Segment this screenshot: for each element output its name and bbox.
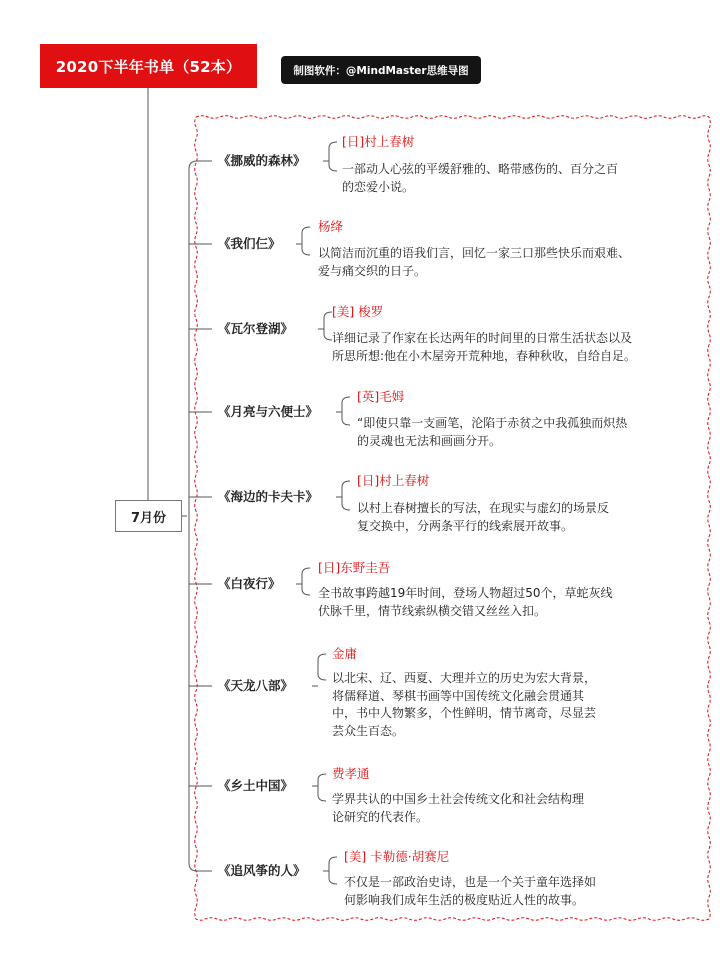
book-author[interactable]: [美] 梭罗 (332, 304, 384, 319)
book-author[interactable]: 杨绛 (318, 219, 344, 234)
book-description-line: 以村上春树擅长的写法，在现实与虚幻的场景反 (357, 501, 610, 515)
book-author[interactable]: [英]毛姆 (357, 389, 405, 404)
book-description-line: 的灵魂也无法和画画分开。 (357, 433, 502, 448)
book-description-line: 全书故事跨越19年时间，登场人物超过50个，草蛇灰线 (318, 586, 613, 600)
book-description[interactable] (342, 161, 627, 196)
detail-bracket (324, 312, 332, 340)
book-author[interactable]: [日]村上春树 (357, 473, 430, 488)
book-title[interactable]: 《乡土中国》 (218, 778, 294, 793)
book-author[interactable]: [日]村上春树 (342, 134, 415, 149)
book-description-line: 所思所想:他在小木屋旁开荒种地，春种秋收，自给自足。 (332, 348, 637, 363)
book-description-line: 论研究的代表作。 (332, 809, 429, 824)
book-description[interactable] (332, 670, 632, 740)
book-description-line: 不仅是一部政治史诗，也是一个关于童年选择如 (344, 875, 597, 889)
book-description[interactable] (357, 500, 647, 535)
book-description[interactable] (332, 791, 622, 826)
book-description-line: 学界共认的中国乡土社会传统文化和社会结构理 (332, 792, 585, 806)
book-description[interactable] (344, 874, 629, 909)
book-title[interactable]: 《我们仨》 (218, 236, 281, 251)
book-title[interactable]: 《瓦尔登湖》 (218, 321, 294, 336)
book-description-line: “即使只靠一支画笔，沦陷于赤贫之中我孤独而炽热 (357, 416, 628, 430)
book-title[interactable]: 《海边的卡夫卡》 (218, 489, 319, 504)
book-description-line: 何影响我们成年生活的极度贴近人性的故事。 (344, 892, 585, 907)
book-description-line: 复交换中，分两条平行的线索展开故事。 (357, 518, 574, 533)
detail-bracket (302, 227, 310, 255)
detail-bracket (342, 481, 350, 510)
detail-bracket (342, 397, 350, 425)
month-node[interactable]: 7月份 (115, 500, 182, 532)
detail-bracket (329, 857, 337, 884)
detail-bracket (318, 774, 326, 801)
book-description-line: 以北宋、辽、西夏、大理并立的历史为宏大背景， (332, 671, 597, 685)
book-description[interactable] (332, 330, 662, 365)
book-author[interactable]: 费孝通 (332, 766, 370, 781)
book-title[interactable]: 《追风筝的人》 (218, 863, 306, 878)
book-author[interactable]: [日]东野圭吾 (318, 560, 391, 575)
book-description-line: 芸众生百态。 (332, 723, 405, 738)
book-description-line: 一部动人心弦的平缓舒雅的、略带感伤的、百分之百 (342, 162, 619, 176)
book-title[interactable]: 《白夜行》 (218, 576, 281, 591)
credit-badge: 制图软件：@MindMaster思维导图 (281, 56, 481, 84)
book-description[interactable] (318, 245, 648, 280)
book-author[interactable]: 金庸 (332, 646, 358, 661)
detail-bracket (302, 568, 310, 595)
book-description-line: 中，书中人物繁多，个性鲜明，情节离奇，尽显芸 (332, 706, 597, 720)
book-description-line: 的恋爱小说。 (342, 179, 415, 194)
detail-bracket (318, 654, 326, 680)
book-description-line: 以简洁而沉重的语我们言，回忆一家三口那些快乐而艰难、 (318, 246, 631, 260)
book-title[interactable]: 《天龙八部》 (218, 678, 294, 693)
book-title[interactable]: 《月亮与六便士》 (218, 404, 319, 419)
book-description-line: 爱与痛交织的日子。 (318, 263, 427, 278)
book-author[interactable]: [美] 卡勒德·胡赛尼 (344, 849, 450, 864)
book-description-line: 详细记录了作家在长达两年的时间里的日常生活状态以及 (332, 331, 633, 345)
book-description[interactable] (318, 585, 638, 620)
book-description-line: 将儒释道、琴棋书画等中国传统文化融会贯通其 (332, 688, 585, 703)
book-title[interactable]: 《挪威的森林》 (218, 153, 306, 168)
mindmap-root-title[interactable]: 2020下半年书单（52本） (40, 44, 257, 88)
book-description[interactable] (357, 415, 657, 450)
book-description-line: 伏脉千里，情节线索纵横交错又丝丝入扣。 (318, 603, 547, 618)
detail-bracket (329, 142, 337, 171)
